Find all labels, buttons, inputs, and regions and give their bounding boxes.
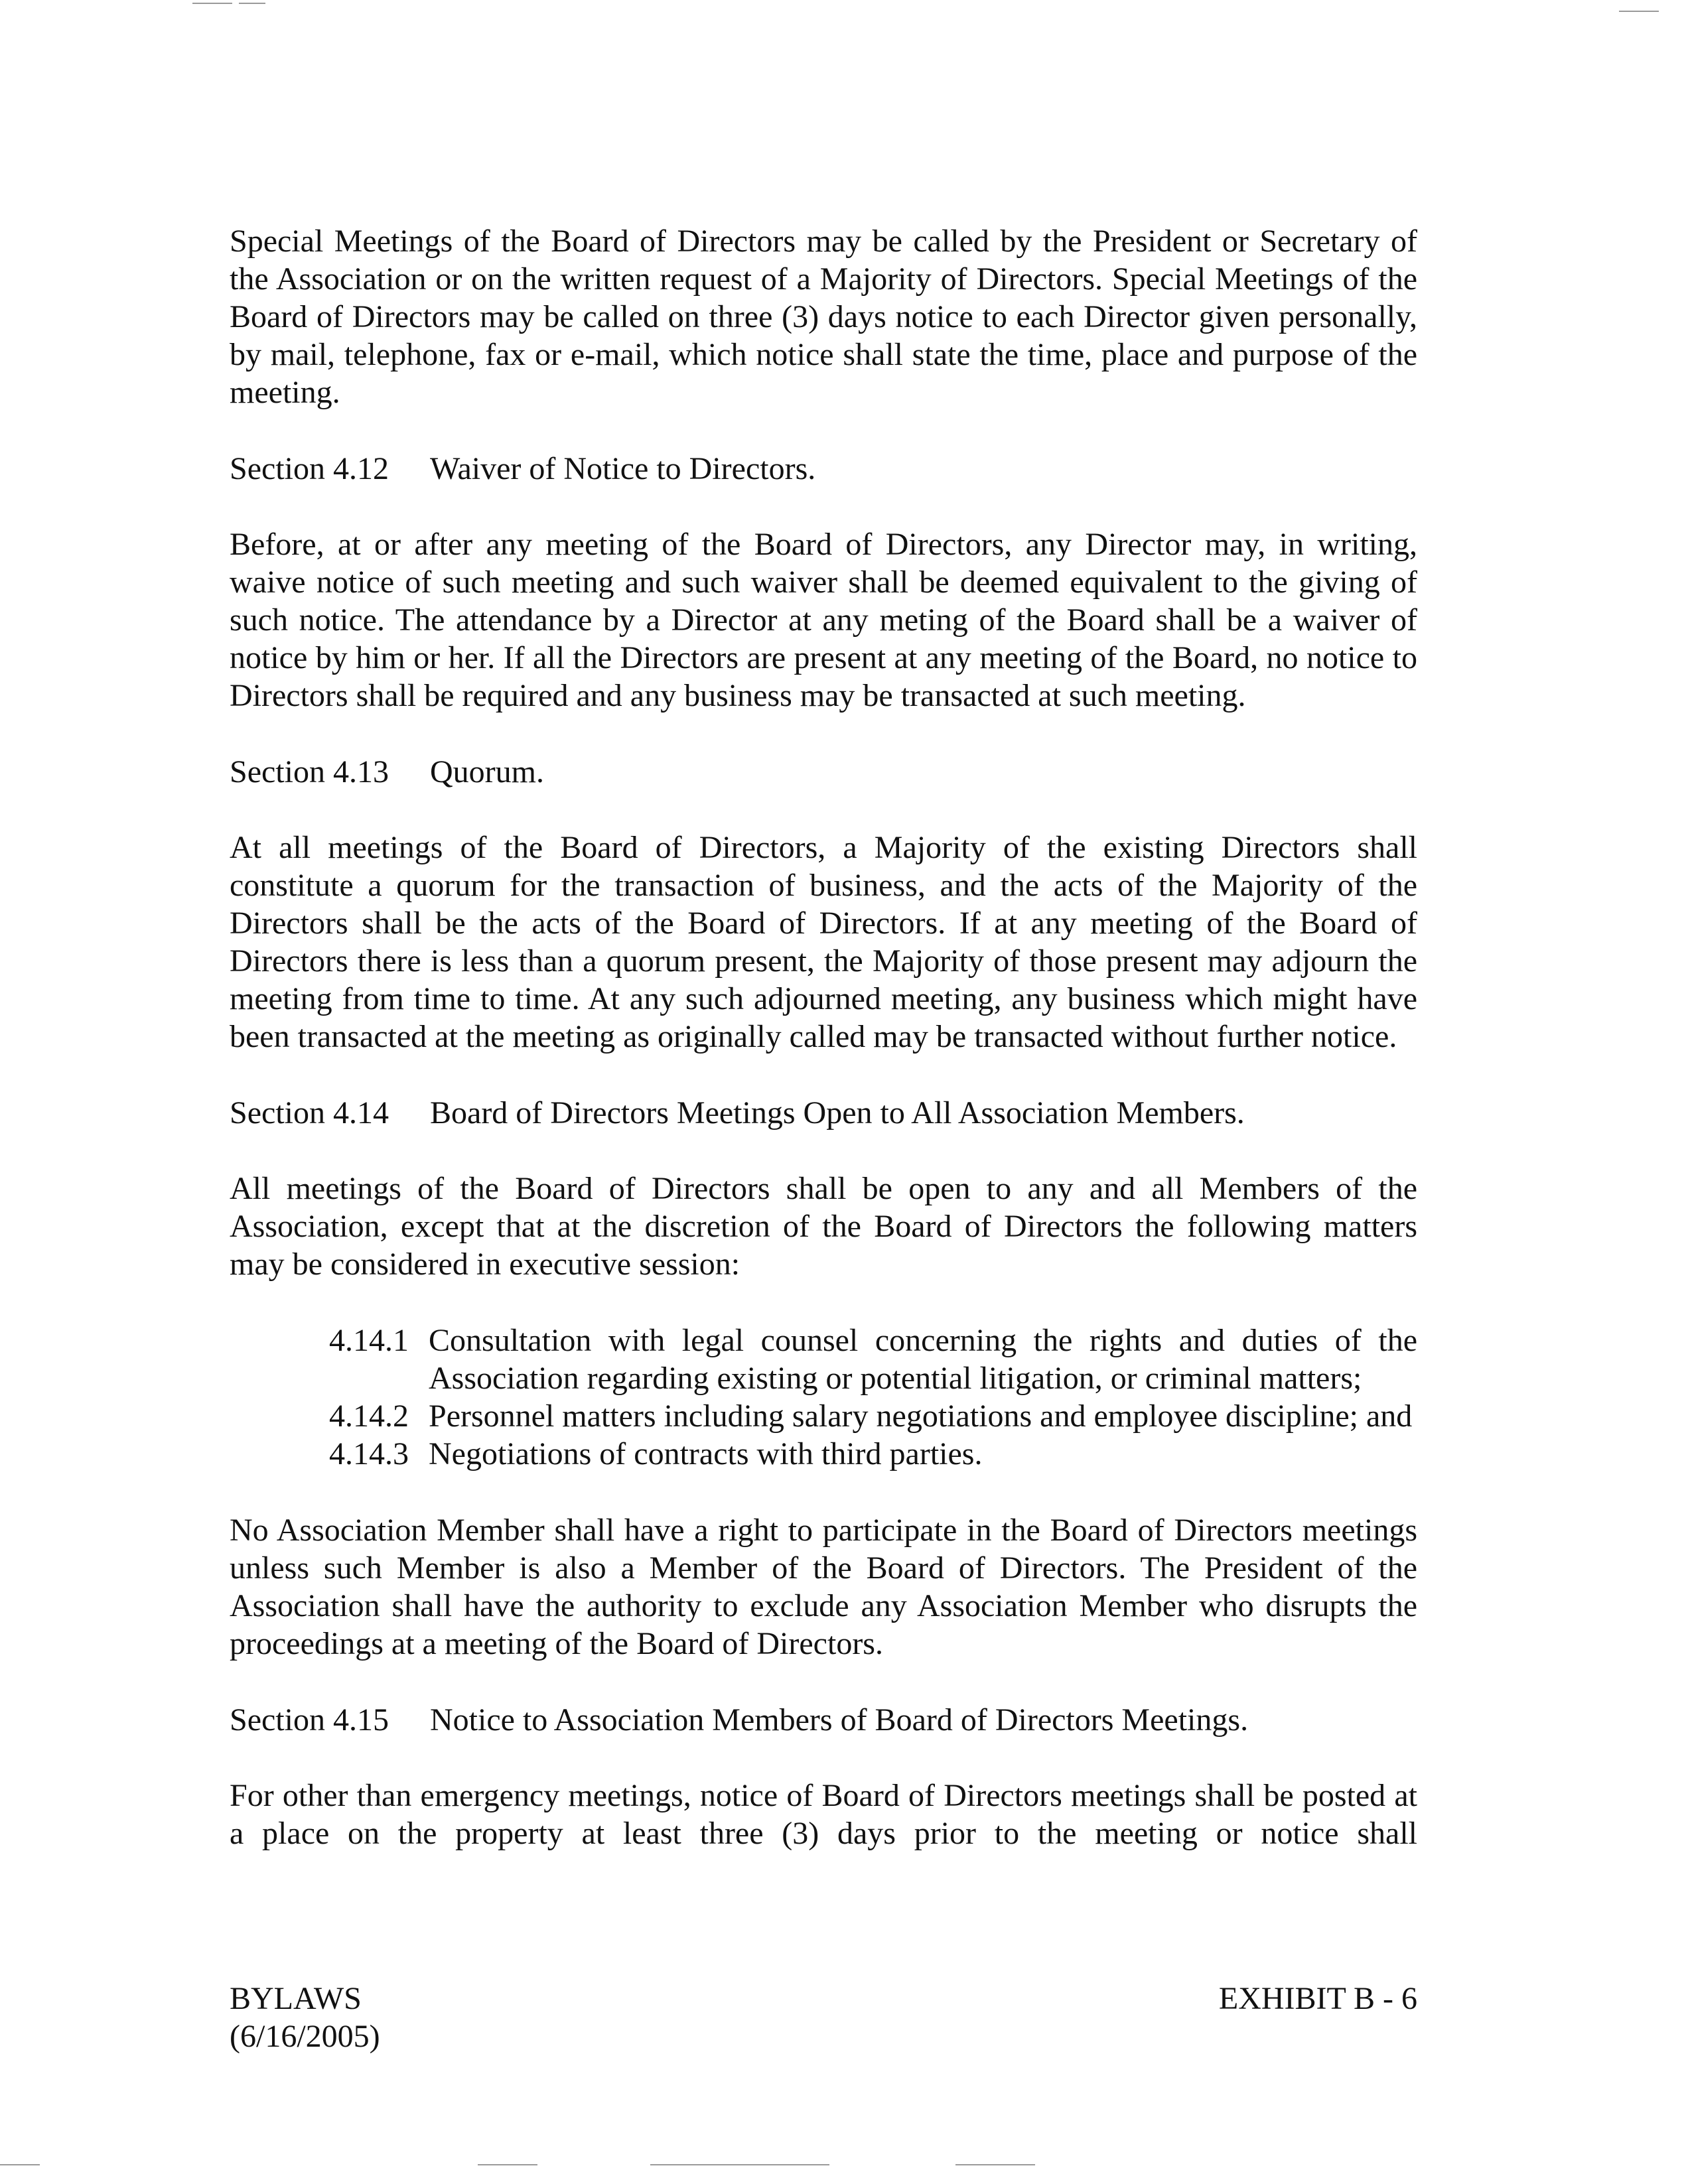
spacer [230,1473,1417,1511]
section-number: Section 4.14 [230,1095,389,1130]
spacer [230,1132,1417,1170]
scan-artifact-bottom-3 [650,2164,829,2165]
list-item [230,1435,1417,1473]
list-item-text: Negotiations of contracts with third parties. [429,1436,983,1471]
spacer [230,488,1417,525]
paragraph-participation: No Association Member shall have a right to participate in the Board of Directors meetings unless such Member is also a Member of the Board of Directors. The President of the Association shall have the authority to exclude any Association Member who disrupts the proceedings at a meeting of the Board of Directors. [230,1513,1417,1661]
list-item-number: 4.14.3 [329,1436,409,1471]
spacer [230,1663,1417,1701]
list-item [230,1397,1417,1435]
section-heading-4-13 [230,753,1417,791]
executive-session-list [230,1322,1417,1473]
scan-artifact-top-left [192,3,232,4]
list-item-number: 4.14.2 [329,1399,409,1434]
spacer [230,1283,1417,1322]
section-heading-4-14 [230,1094,1417,1132]
section-number: Section 4.13 [230,754,389,789]
paragraph-waiver-of-notice: Before, at or after any meeting of the Board of Directors, any Director may, in writing, waive notice of such meeting and such waiver shall be deemed equivalent to the giving of such notice. The attendance by a Director at any meting of the Board shall be a waiver of notice by him or her. If all the Directors are present at any meeting of the Board, no notice to Directors shall be required and any business may be transacted at such meeting. [230,527,1417,713]
footer-title: BYLAWS [230,1981,362,2016]
paragraph-notice-to-members: For other than emergency meetings, notice of Board of Directors meetings shall be posted at a place on the property at least three (3) days prior to the meeting or notice shall [230,1778,1417,1851]
list-item-text: Consultation with legal counsel concerning the rights and duties of the Association regarding existing or potential litigation, or criminal matters; [429,1323,1417,1396]
section-heading-4-15 [230,1701,1417,1739]
section-heading-4-12 [230,450,1417,488]
spacer [230,791,1417,829]
footer-page-number: EXHIBIT B - 6 [1218,1981,1417,2016]
section-title: Notice to Association Members of Board of Directors Meetings. [430,1702,1249,1738]
spacer [230,715,1417,753]
scan-artifact-top-right [1619,11,1659,12]
list-item-number: 4.14.1 [329,1323,409,1358]
footer-document-id [230,1980,380,2055]
paragraph-quorum: At all meetings of the Board of Directors, a Majority of the existing Directors shall constitute a quorum for the transaction of business, and the acts of the Majority of the Directors shall be the acts of the Board of Directors. If at any meeting of the Board of Directors there is less than a quorum present, the Majority of those present may adjourn the meeting from time to time. At any such adjourned meeting, any business which might have been transacted at the meeting as originally called may be transacted without further notice. [230,830,1417,1054]
scan-artifact-bottom-1 [0,2164,40,2165]
scan-artifact-top-left-2 [239,3,265,4]
scan-artifact-bottom-2 [478,2164,537,2165]
paragraph-special-meetings: Special Meetings of the Board of Directors may be called by the President or Secretary of the Association or on the written request of a Majority of Directors. Special Meetings of the Board of Directors may be called on three (3) days notice to each Director given personally, by mail, telephone, fax or e-mail, which notice shall state the time, place and purpose of the meeting. [230,224,1417,410]
spacer [230,1739,1417,1777]
section-title: Waiver of Notice to Directors. [430,451,816,486]
scan-artifact-bottom-4 [955,2164,1035,2165]
section-number: Section 4.12 [230,451,389,486]
spacer [230,1056,1417,1094]
section-title: Quorum. [430,754,544,789]
spacer [230,411,1417,450]
section-number: Section 4.15 [230,1702,389,1738]
list-item [230,1322,1417,1397]
list-item-text: Personnel matters including salary negotiations and employee discipline; and [429,1399,1413,1434]
footer-date: (6/16/2005) [230,2019,380,2054]
section-title: Board of Directors Meetings Open to All Association Members. [430,1095,1245,1130]
document-body [230,222,1417,1852]
paragraph-open-meetings: All meetings of the Board of Directors shall be open to any and all Members of the Association, except that at the discretion of the Board of Directors the following matters may be considered in executive session: [230,1171,1417,1282]
